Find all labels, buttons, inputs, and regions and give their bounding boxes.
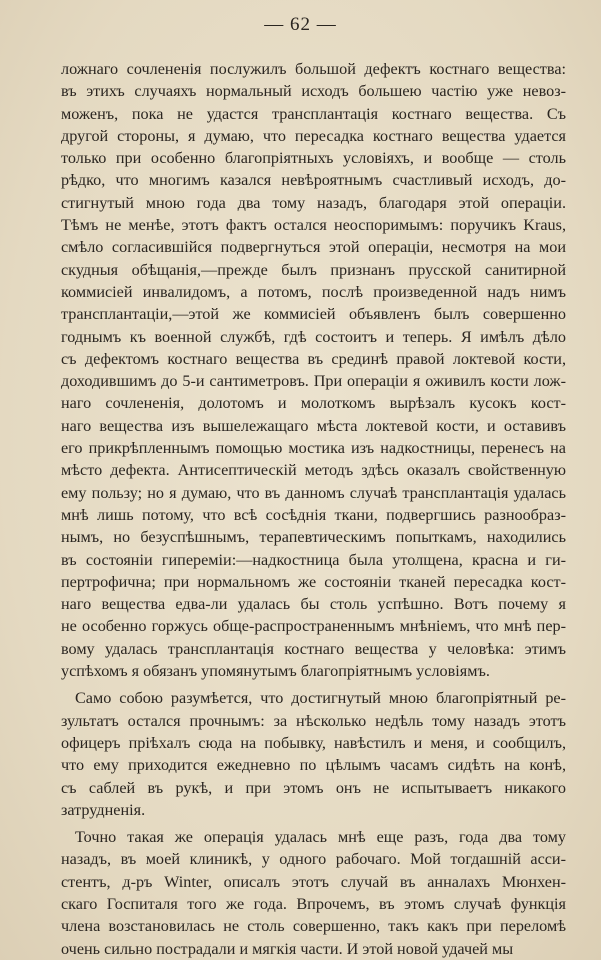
text-line: ему пользу; но я думаю, что въ данномъ случаѣ трансплантація удалась xyxy=(61,483,566,502)
text-line: въ этихъ случаяхъ нормальный исходъ большею частію уже невоз- xyxy=(61,82,566,101)
page-number: — 62 — xyxy=(264,14,337,35)
text-line: наго вещества изъ вышележащаго мѣста локтевой кости, и оставивъ xyxy=(61,416,566,435)
text-line: назадъ, въ моей клиникѣ, у одного рабочаго. Мой тогдашній асси- xyxy=(61,850,566,869)
text-line: другой стороны, я думаю, что пересадка костнаго вещества удается xyxy=(61,126,566,145)
text-line: Тѣмъ не менѣе, этотъ фактъ остался неоспоримымъ: поручикъ Kraus, xyxy=(61,216,566,235)
text-line: пертрофична; при нормальномъ же состояніи тканей пересадка кост- xyxy=(61,572,566,591)
text-line: скаго Госпиталя того же года. Впрочемъ, въ этомъ случаѣ функція xyxy=(61,894,566,913)
text-line: доходившимъ до 5-и сантиметровъ. При операціи я оживилъ кости лож- xyxy=(61,372,566,391)
text-line: Точно такая же операція удалась мнѣ еще разъ, года два тому xyxy=(75,828,566,847)
text-line: съ саблей въ рукѣ, и при этомъ онъ не испытываетъ никакого xyxy=(61,778,566,797)
text-line: Само собою разумѣется, что достигнутый мною благопріятный ре- xyxy=(75,689,566,708)
text-line: затрудненія. xyxy=(61,800,146,819)
text-line: рѣдко, что многимъ казался невѣроятнымъ счастливый исходъ, до- xyxy=(61,171,566,190)
text-line: члена возстановилась не столь совершенно, такъ какъ при переломѣ xyxy=(61,917,566,936)
text-line: ложнаго сочлененія послужилъ большой дефектъ костнаго вещества: xyxy=(61,60,566,78)
text-line: офицеръ пріѣхалъ сюда на побывку, навѣстилъ и меня, и сообщилъ, xyxy=(61,733,566,752)
text-line: съ дефектомъ костнаго вещества въ срединѣ правой локтевой кости, xyxy=(61,349,566,368)
paragraph xyxy=(61,826,566,960)
body-text xyxy=(61,58,566,960)
text-line: зультатъ остался прочнымъ: за нѣсколько недѣль тому назадъ этотъ xyxy=(61,711,566,730)
text-line: наго вещества едва-ли удалась бы столь успѣшно. Вотъ почему я xyxy=(61,595,566,614)
paragraph xyxy=(61,687,566,821)
text-line: только при особенно благопріятныхъ условіяхъ, и вообще — столь xyxy=(61,149,566,168)
text-line: очень сильно пострадали и мягкія части. И этой новой удачей мы xyxy=(61,939,514,958)
text-line: стентъ, д-ръ Winter, описалъ этотъ случай въ анналахъ Мюнхен- xyxy=(61,872,566,891)
text-line: годнымъ къ военной службѣ, гдѣ состоитъ и теперь. Я имѣлъ дѣло xyxy=(61,327,566,346)
text-line: въ состояніи гипереміи:—надкостница была утолщена, красна и ги- xyxy=(61,550,566,569)
text-line: вому удалась трансплантація костнаго вещества у человѣка: этимъ xyxy=(61,639,566,658)
text-line: его прикрѣпленнымъ помощью мостика изъ надкостницы, перенесъ на xyxy=(61,439,566,458)
text-line: смѣло согласившійся подвергнуться этой операціи, несмотря на мои xyxy=(61,238,566,257)
text-line: трансплантаціи,—этой же коммисіей объявленъ былъ совершенно xyxy=(61,305,566,324)
text-line: не особенно горжусь обще-распространеннымъ мнѣніемъ, что мнѣ пер- xyxy=(61,617,566,636)
text-line: коммисіей инвалидомъ, а потомъ, послѣ произведенной надъ нимъ xyxy=(61,282,566,301)
paragraph xyxy=(61,58,566,682)
text-line: наго сочлененія, долотомъ и молоткомъ вырѣзалъ кусокъ кост- xyxy=(61,394,566,413)
text-line: скудныя обѣщанія,—прежде былъ признанъ прусской санитирной xyxy=(61,260,566,279)
text-line: успѣхомъ я обязанъ упомянутымъ благопріятнымъ условіямъ. xyxy=(61,662,490,681)
text-line: мнѣ лишь потому, что всѣ сосѣднія ткани, подвергшись разнообраз- xyxy=(61,505,566,524)
text-line: что ему приходится ежедневно по цѣлымъ часамъ сидѣть на конѣ, xyxy=(61,756,566,775)
text-line: нымъ, но безуспѣшнымъ, терапевтическимъ попыткамъ, находились xyxy=(61,528,566,547)
text-line: мѣсто дефекта. Антисептическій методъ здѣсь оказалъ свойственную xyxy=(61,461,566,480)
text-line: моженъ, пока не удастся трансплантація костнаго вещества. Съ xyxy=(61,104,566,123)
text-line: стигнутый мною года два тому назадъ, благодаря этой операціи. xyxy=(61,193,566,212)
